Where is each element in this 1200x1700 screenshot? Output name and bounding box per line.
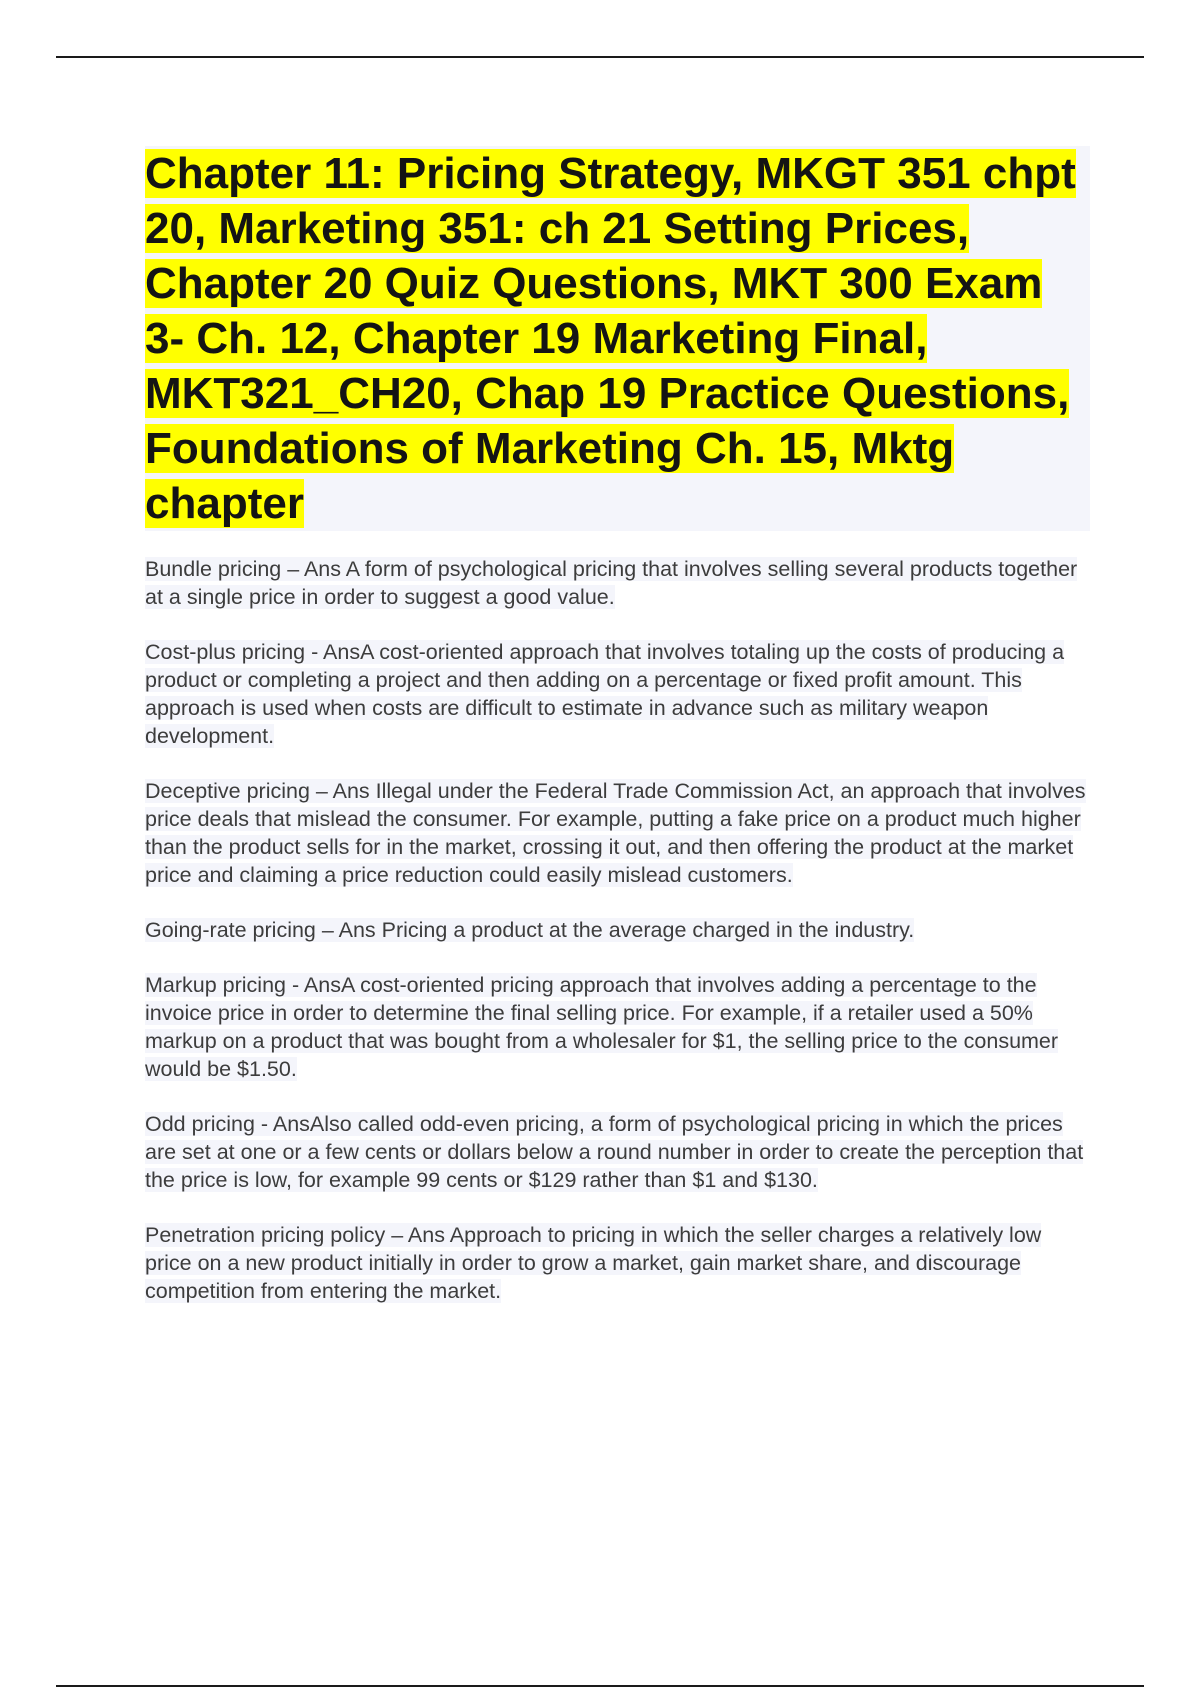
entry-text: Deceptive pricing – Ans Illegal under the Federal Trade Commission Act, an approach that involves price deals that mislead the consumer. For example, putting a fake price on a product much higher than the product sells for in the market, crossing it out, and then offering the product at the market price and claiming a price reduction could easily mislead customers. (145, 779, 1086, 887)
bottom-rule (56, 1685, 1144, 1687)
entry-text: Penetration pricing policy – Ans Approach to pricing in which the seller charges a relatively low price on a new product initially in order to grow a market, gain market share, and discourage competition from entering the market. (145, 1223, 1042, 1303)
document-title-text: Chapter 11: Pricing Strategy, MKGT 351 chpt 20, Marketing 351: ch 21 Setting Prices, Chapter 20 Quiz Questions, MKT 300 Exam 3- Ch. 12, Chapter 19 Marketing Final, MKT321_CH20, Chap 19 Practice Questions, Foundations of Marketing Ch. 15, Mktg chapter (145, 149, 1076, 528)
entry-text: Bundle pricing – Ans A form of psychological pricing that involves selling several products together at a single price in order to suggest a good value. (145, 557, 1078, 609)
top-rule (56, 56, 1144, 58)
entry-text: Markup pricing - AnsA cost-oriented pricing approach that involves adding a percentage to the invoice price in order to determine the final selling price. For example, if a retailer used a 50% markup on a product that was bought from a wholesaler for $1, the selling price to the consumer would be $1.50. (145, 973, 1059, 1081)
entry-cost-plus-pricing (145, 638, 1090, 750)
entry-markup-pricing (145, 971, 1090, 1083)
entry-text: Odd pricing - AnsAlso called odd-even pricing, a form of psychological pricing in which the prices are set at one or a few cents or dollars below a round number in order to create the perception that the price is low, for example 99 cents or $129 rather than $1 and $130. (145, 1112, 1084, 1192)
entry-odd-pricing (145, 1110, 1090, 1194)
entry-text: Going-rate pricing – Ans Pricing a product at the average charged in the industry. (145, 918, 915, 942)
entry-list (145, 555, 1090, 1305)
document-content (145, 146, 1090, 1332)
title-block (145, 146, 1090, 531)
entry-bundle-pricing (145, 555, 1090, 611)
document-title (145, 146, 1085, 531)
entry-text: Cost-plus pricing - AnsA cost-oriented approach that involves totaling up the costs of producing a product or completing a project and then adding on a percentage or fixed profit amount. This approach is used when costs are difficult to estimate in advance such as military weapon development. (145, 640, 1065, 748)
entry-going-rate-pricing (145, 916, 1090, 944)
entry-penetration-pricing-policy (145, 1221, 1090, 1305)
entry-deceptive-pricing (145, 777, 1090, 889)
